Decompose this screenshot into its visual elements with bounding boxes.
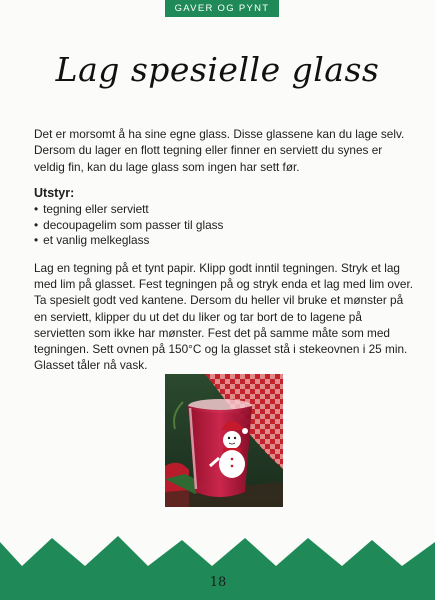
- section-tab: GAVER OG PYNT: [165, 0, 279, 17]
- intro-paragraph: Det er morsomt å ha sine egne glass. Disse glassene kan du lage selv. Dersom du lager en flott tegning eller finner en serviett du synes er veldig fin, kan du lage glass som ingen har sett før.: [34, 127, 405, 174]
- page-number: 18: [209, 575, 227, 590]
- equipment-item: • tegning eller serviett: [34, 202, 414, 217]
- equipment-section: [34, 186, 414, 249]
- equipment-item: • et vanlig melkeglass: [34, 233, 414, 248]
- decorated-glass-photo: [165, 374, 283, 507]
- instructions-paragraph: Lag en tegning på et tynt papir. Klipp godt inntil tegningen. Stryk et lag med lim på glasset. Fest tegningen på og stryk enda et lag med lim over. Ta spesielt godt ved kantene. Dersom du heller vil bruke et mønster på en serviett, klipper du ut det du liker og tar bort de to lagene på servietten som ikke har mønster. Fest det på samme måte som med tegningen. Sett ovnen på 150°C og la glasset stå i stekeovnen i 25 min. Glasset tåler nå vask.: [34, 261, 414, 373]
- equipment-item: • decoupagelim som passer til glass: [34, 218, 414, 233]
- page-title: Lag spesielle glass: [55, 50, 380, 89]
- glass-illustration: [165, 374, 283, 507]
- equipment-list: [34, 202, 414, 248]
- equipment-heading: Utstyr:: [34, 186, 75, 200]
